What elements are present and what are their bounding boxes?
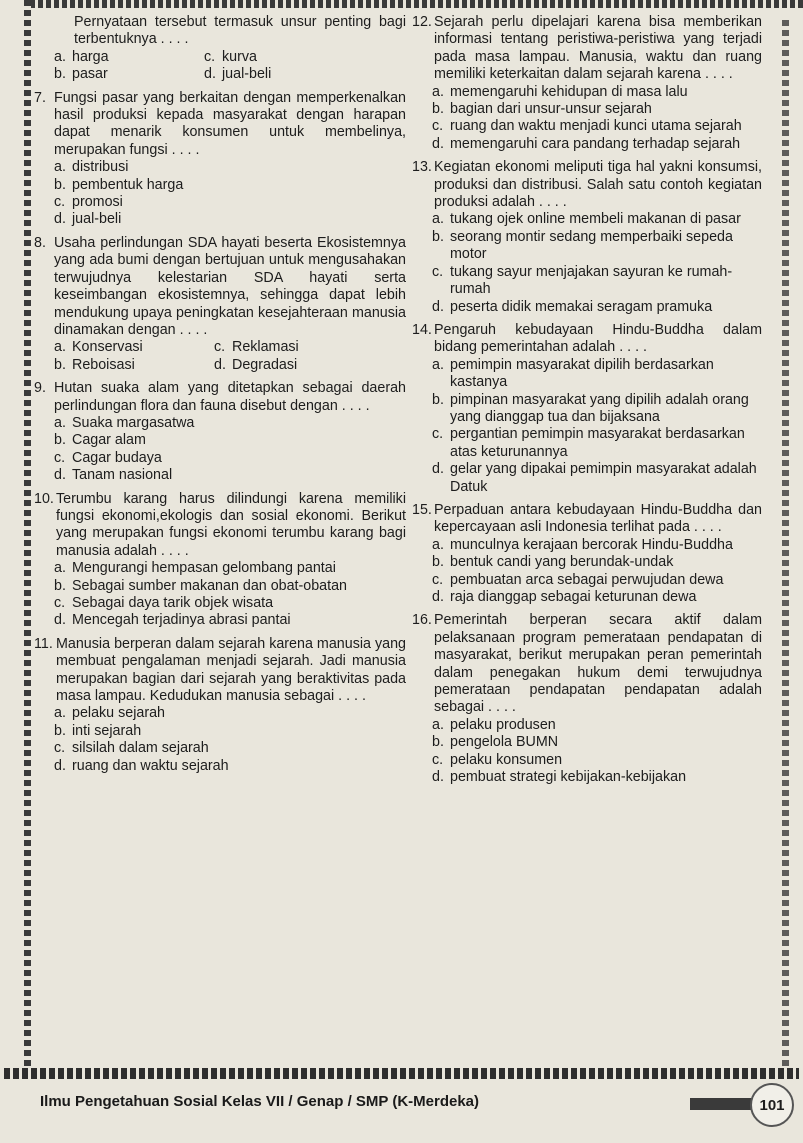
option-a: a. Suaka margasatwa	[54, 414, 195, 431]
option-b: b. Reboisasi	[54, 356, 135, 373]
option-a: a. memengaruhi kehidupan di masa lalu	[432, 83, 688, 100]
question-9	[34, 380, 406, 484]
question-11	[34, 636, 406, 775]
option-a: a. Konservasi	[54, 339, 143, 356]
option-c: c. silsilah dalam sejarah	[54, 740, 209, 757]
option-c: c. promosi	[54, 194, 123, 211]
option-d: d. raja dianggap sebagai keturunan dewa	[432, 589, 697, 605]
decorative-border-top	[30, 0, 803, 8]
option-d: d. peserta didik memakai seragam pramuka	[432, 298, 713, 315]
decorative-border-right	[782, 20, 789, 1070]
question-number: 15.	[412, 501, 432, 518]
question-number: 7.	[34, 89, 46, 106]
option-c: c. pelaku konsumen	[432, 751, 563, 768]
question-13	[412, 159, 762, 316]
option-a: a. harga	[54, 48, 109, 65]
options	[54, 339, 406, 374]
question-stem: Perpaduan antara kebudayaan Hindu-Buddha dan kepercayaan asli Indonesia terlihat pada . . . .	[434, 501, 762, 536]
options	[432, 537, 762, 607]
page-footer-title: Ilmu Pengetahuan Sosial Kelas VII / Genap / SMP (K-Merdeka)	[40, 1093, 480, 1110]
option-c: c. kurva	[204, 48, 257, 65]
question-number: 10.	[34, 490, 54, 507]
decorative-border-left	[24, 0, 31, 1070]
question-15	[412, 502, 762, 606]
option-a: a. tukang ojek online membeli makanan di pasar	[432, 211, 741, 228]
option-b: b. inti sejarah	[54, 722, 142, 739]
options	[432, 84, 762, 154]
option-b: b. pengelola BUMN	[432, 734, 559, 751]
option-d: d. jual-beli	[204, 66, 272, 83]
option-b: b. pimpinan masyarakat yang dipilih adalah orang yang dianggap tua dan bijaksana	[432, 391, 749, 425]
option-c: c. Sebagai daya tarik objek wisata	[54, 595, 274, 611]
option-d: d. Mencegah terjadinya abrasi pantai	[54, 612, 291, 629]
option-d: d. memengaruhi cara pandang terhadap sejarah	[432, 135, 741, 152]
option-a: a. Mengurangi hempasan gelombang pantai	[54, 560, 336, 577]
options	[432, 357, 762, 496]
question-stem: Sejarah perlu dipelajari karena bisa memberikan informasi tentang peristiwa-peristiwa yang terjadi pada masa lampau. Manusia, waktu dan ruang memiliki keterkaitan dalam sejarah karena . . . .	[434, 14, 762, 83]
option-b: b. pembentuk harga	[54, 176, 184, 193]
option-c: c. Cagar budaya	[54, 449, 162, 466]
option-c: c. pergantian pemimpin masyarakat berdasarkan atas keturunannya	[432, 426, 745, 460]
option-a: a. pelaku sejarah	[54, 705, 165, 722]
option-d: d. gelar yang dipakai pemimpin masyarakat adalah Datuk	[432, 461, 757, 495]
option-c: c. ruang dan waktu menjadi kunci utama sejarah	[432, 118, 742, 135]
question-number: 11.	[34, 635, 53, 652]
options	[54, 415, 406, 485]
question-number: 16.	[412, 612, 432, 629]
question-stem: Usaha perlindungan SDA hayati beserta Ekosistemnya yang ada bumi dengan bertujuan untuk mengusahakan terwujudnya kelestarian SDA hayati serta keseimbangan ekosistemnya, sehingga dapat lebih mendukung upaya peningkatan kesejahteraan manusia dinamakan dengan . . . .	[54, 234, 406, 338]
options	[432, 717, 762, 787]
option-d: d. pembuat strategi kebijakan-kebijakan	[432, 769, 687, 786]
question-14	[412, 322, 762, 496]
option-b: b. pasar	[54, 66, 108, 83]
options	[54, 49, 406, 84]
option-c: c. pembuatan arca sebagai perwujudan dewa	[432, 571, 724, 588]
question-8	[34, 235, 406, 374]
question-stem: Pernyataan tersebut termasuk unsur penting bagi terbentuknya . . . .	[74, 14, 406, 48]
page-number: 101	[750, 1083, 794, 1127]
option-d: d. ruang dan waktu sejarah	[54, 757, 229, 774]
left-column	[34, 14, 406, 781]
option-b: b. Sebagai sumber makanan dan obat-obatan	[54, 577, 348, 594]
question-number: 8.	[34, 234, 46, 251]
option-d: d. jual-beli	[54, 211, 122, 228]
option-a: a. pelaku produsen	[432, 716, 556, 733]
option-b: b. bagian dari unsur-unsur sejarah	[432, 101, 652, 118]
right-column	[412, 14, 762, 792]
question-number: 9.	[34, 380, 46, 397]
option-d: d. Tanam nasional	[54, 467, 173, 484]
question-stem: Hutan suaka alam yang ditetapkan sebagai daerah perlindungan flora dan fauna disebut dengan . . . .	[54, 380, 406, 414]
page-number-bar	[690, 1098, 752, 1110]
option-c: c. tukang sayur menjajakan sayuran ke rumah-rumah	[432, 263, 733, 298]
question-number: 12.	[412, 14, 432, 30]
options	[54, 159, 406, 229]
question-number: 13.	[412, 159, 432, 176]
decorative-border-bottom	[4, 1068, 799, 1079]
option-c: c. Reklamasi	[214, 339, 299, 356]
question-stem: Kegiatan ekonomi meliputi tiga hal yakni konsumsi, produksi dan distribusi. Salah satu contoh kegiatan produksi adalah . . . .	[434, 159, 762, 211]
question-stem: Terumbu karang harus dilindungi karena memiliki fungsi ekonomi,ekologis dan sosial ekonomi. Berikut yang merupakan fungsi ekonomi terumbu karang bagi manusia adalah . . . .	[56, 490, 406, 559]
question-number: 14.	[412, 321, 432, 338]
question-12	[412, 14, 762, 153]
option-b: b. bentuk candi yang berundak-undak	[432, 554, 674, 571]
question-stem: Pemerintah berperan secara aktif dalam pelaksanaan program pemerataan pendapatan di masyarakat, berikut merupakan peran pemerintah dalam penegakan hukum demi terwujudnya pemerataan pendapatan pendapatan adalah sebagai . . . .	[434, 612, 762, 716]
option-a: a. distribusi	[54, 159, 129, 176]
options	[54, 705, 406, 775]
option-d: d. Degradasi	[214, 356, 298, 373]
question-6-continuation	[34, 14, 406, 84]
option-b: b. Cagar alam	[54, 432, 146, 449]
question-stem: Pengaruh kebudayaan Hindu-Buddha dalam bidang pemerintahan adalah . . . .	[434, 321, 762, 356]
option-a: a. pemimpin masyarakat dipilih berdasarkan kastanya	[432, 356, 714, 391]
options	[432, 211, 762, 315]
question-7	[34, 90, 406, 229]
question-10	[34, 491, 406, 630]
question-16	[412, 612, 762, 786]
options	[54, 560, 406, 630]
option-a: a. munculnya kerajaan bercorak Hindu-Buddha	[432, 536, 733, 553]
question-stem: Fungsi pasar yang berkaitan dengan memperkenalkan hasil produksi kepada masyarakat dengan harapan dapat menarik konsumen untuk membelinya, merupakan fungsi . . . .	[54, 89, 406, 158]
option-b: b. seorang montir sedang memperbaiki sepeda motor	[432, 228, 733, 263]
question-stem: Manusia berperan dalam sejarah karena manusia yang membuat pengalaman menjadi sejarah. Jadi manusia merupakan bagian dari sejarah yang beraktivitas pada masa lampau. Kedudukan manusia sebagai . . . .	[56, 635, 406, 705]
